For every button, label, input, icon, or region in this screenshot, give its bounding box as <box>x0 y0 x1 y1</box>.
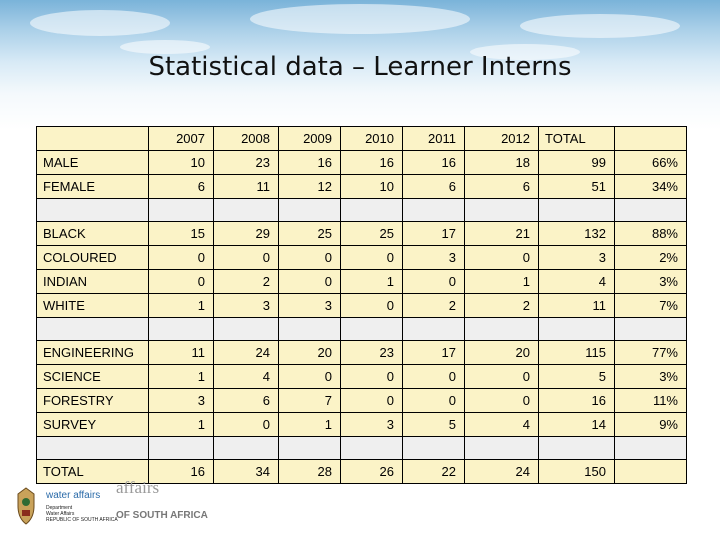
value-cell: 24 <box>465 460 539 484</box>
value-cell: 1 <box>279 413 341 437</box>
value-cell: 0 <box>465 389 539 413</box>
percent-cell <box>615 437 687 460</box>
row-label: INDIAN <box>37 270 149 294</box>
row-label <box>37 199 149 222</box>
value-cell: 1 <box>465 270 539 294</box>
total-cell <box>539 318 615 341</box>
value-cell: 11 <box>149 341 214 365</box>
value-cell: 21 <box>465 222 539 246</box>
percent-cell: 88% <box>615 222 687 246</box>
percent-cell: 3% <box>615 270 687 294</box>
total-cell: 14 <box>539 413 615 437</box>
table-row <box>37 294 687 318</box>
value-cell: 25 <box>279 222 341 246</box>
value-cell: 0 <box>341 294 403 318</box>
table-row <box>37 246 687 270</box>
value-cell: 5 <box>403 413 465 437</box>
separator-row <box>37 437 687 460</box>
value-cell: 4 <box>465 413 539 437</box>
percent-cell: 77% <box>615 341 687 365</box>
percent-cell <box>615 460 687 484</box>
value-cell <box>465 437 539 460</box>
row-label: COLOURED <box>37 246 149 270</box>
department-logo <box>6 478 206 538</box>
percent-cell <box>615 199 687 222</box>
value-cell <box>403 199 465 222</box>
value-cell: 18 <box>465 151 539 175</box>
total-cell: 16 <box>539 389 615 413</box>
splash-highlight <box>250 4 470 34</box>
value-cell <box>341 199 403 222</box>
value-cell: 0 <box>341 365 403 389</box>
column-header: 2009 <box>279 127 341 151</box>
value-cell: 0 <box>279 246 341 270</box>
value-cell <box>149 437 214 460</box>
value-cell: 2 <box>214 270 279 294</box>
value-cell: 1 <box>149 294 214 318</box>
value-cell: 23 <box>341 341 403 365</box>
department-lines <box>46 505 118 523</box>
table-row <box>37 270 687 294</box>
total-cell <box>539 199 615 222</box>
column-header: 2007 <box>149 127 214 151</box>
value-cell <box>279 199 341 222</box>
value-cell: 29 <box>214 222 279 246</box>
value-cell: 20 <box>279 341 341 365</box>
value-cell: 0 <box>214 413 279 437</box>
table-row <box>37 175 687 199</box>
value-cell: 1 <box>149 365 214 389</box>
value-cell <box>149 199 214 222</box>
splash-highlight <box>30 10 170 36</box>
table-row <box>37 389 687 413</box>
value-cell: 3 <box>341 413 403 437</box>
row-label: TOTAL <box>37 460 149 484</box>
value-cell: 0 <box>149 270 214 294</box>
brand-name: water affairs <box>46 490 101 501</box>
column-header: 2012 <box>465 127 539 151</box>
value-cell: 6 <box>149 175 214 199</box>
value-cell: 0 <box>403 389 465 413</box>
total-cell: 99 <box>539 151 615 175</box>
total-cell: 115 <box>539 341 615 365</box>
value-cell: 15 <box>149 222 214 246</box>
value-cell: 20 <box>465 341 539 365</box>
percent-cell <box>615 318 687 341</box>
value-cell <box>403 437 465 460</box>
value-cell: 0 <box>341 246 403 270</box>
row-label: WHITE <box>37 294 149 318</box>
value-cell: 12 <box>279 175 341 199</box>
separator-row <box>37 318 687 341</box>
value-cell <box>341 437 403 460</box>
value-cell: 7 <box>279 389 341 413</box>
value-cell: 0 <box>403 270 465 294</box>
background-logo-text: affairs <box>116 478 160 497</box>
value-cell: 0 <box>465 246 539 270</box>
value-cell: 34 <box>214 460 279 484</box>
table-row <box>37 365 687 389</box>
value-cell: 17 <box>403 222 465 246</box>
value-cell: 0 <box>149 246 214 270</box>
table-header-row <box>37 127 687 151</box>
table-row <box>37 413 687 437</box>
value-cell: 3 <box>279 294 341 318</box>
separator-row <box>37 199 687 222</box>
percent-cell: 34% <box>615 175 687 199</box>
value-cell: 0 <box>341 389 403 413</box>
table-row <box>37 341 687 365</box>
percent-cell: 3% <box>615 365 687 389</box>
value-cell: 16 <box>149 460 214 484</box>
value-cell: 4 <box>214 365 279 389</box>
value-cell: 17 <box>403 341 465 365</box>
value-cell: 1 <box>341 270 403 294</box>
value-cell: 28 <box>279 460 341 484</box>
total-cell: 4 <box>539 270 615 294</box>
value-cell <box>279 318 341 341</box>
value-cell <box>279 437 341 460</box>
value-cell: 2 <box>465 294 539 318</box>
department-line: Department <box>46 505 73 511</box>
department-line: Water Affairs <box>46 511 75 517</box>
background-country-text: OF SOUTH AFRICA <box>116 510 208 521</box>
header-corner-cell <box>37 127 149 151</box>
coat-of-arms-icon <box>14 486 38 526</box>
row-label: FEMALE <box>37 175 149 199</box>
row-label: SURVEY <box>37 413 149 437</box>
percent-cell: 66% <box>615 151 687 175</box>
column-header: TOTAL <box>539 127 615 151</box>
row-label: MALE <box>37 151 149 175</box>
value-cell <box>214 318 279 341</box>
value-cell: 11 <box>214 175 279 199</box>
value-cell: 2 <box>403 294 465 318</box>
value-cell <box>465 318 539 341</box>
column-header: 2011 <box>403 127 465 151</box>
value-cell: 16 <box>341 151 403 175</box>
value-cell: 25 <box>341 222 403 246</box>
value-cell: 0 <box>465 365 539 389</box>
total-cell: 132 <box>539 222 615 246</box>
value-cell: 0 <box>279 365 341 389</box>
department-line: REPUBLIC OF SOUTH AFRICA <box>46 517 118 523</box>
value-cell: 23 <box>214 151 279 175</box>
value-cell: 6 <box>465 175 539 199</box>
row-label <box>37 437 149 460</box>
value-cell: 16 <box>403 151 465 175</box>
value-cell: 6 <box>403 175 465 199</box>
row-label: BLACK <box>37 222 149 246</box>
column-header <box>615 127 687 151</box>
slide-title: Statistical data – Learner Interns <box>148 52 572 82</box>
row-label <box>37 318 149 341</box>
statistics-table <box>36 126 687 484</box>
value-cell <box>214 437 279 460</box>
row-label: ENGINEERING <box>37 341 149 365</box>
value-cell: 10 <box>341 175 403 199</box>
value-cell: 16 <box>279 151 341 175</box>
value-cell: 0 <box>403 365 465 389</box>
value-cell <box>403 318 465 341</box>
column-header: 2010 <box>341 127 403 151</box>
row-label: FORESTRY <box>37 389 149 413</box>
value-cell: 1 <box>149 413 214 437</box>
splash-highlight <box>520 14 680 38</box>
column-header: 2008 <box>214 127 279 151</box>
value-cell <box>149 318 214 341</box>
value-cell: 6 <box>214 389 279 413</box>
value-cell: 3 <box>214 294 279 318</box>
value-cell: 10 <box>149 151 214 175</box>
table-row <box>37 222 687 246</box>
value-cell: 24 <box>214 341 279 365</box>
value-cell <box>465 199 539 222</box>
total-cell: 150 <box>539 460 615 484</box>
value-cell: 22 <box>403 460 465 484</box>
percent-cell: 2% <box>615 246 687 270</box>
value-cell: 26 <box>341 460 403 484</box>
total-cell: 5 <box>539 365 615 389</box>
percent-cell: 11% <box>615 389 687 413</box>
total-cell <box>539 437 615 460</box>
percent-cell: 9% <box>615 413 687 437</box>
row-label: SCIENCE <box>37 365 149 389</box>
table-row <box>37 151 687 175</box>
percent-cell: 7% <box>615 294 687 318</box>
value-cell: 0 <box>214 246 279 270</box>
total-cell: 11 <box>539 294 615 318</box>
value-cell: 3 <box>403 246 465 270</box>
value-cell: 0 <box>279 270 341 294</box>
value-cell <box>341 318 403 341</box>
value-cell <box>214 199 279 222</box>
total-cell: 51 <box>539 175 615 199</box>
total-cell: 3 <box>539 246 615 270</box>
value-cell: 3 <box>149 389 214 413</box>
